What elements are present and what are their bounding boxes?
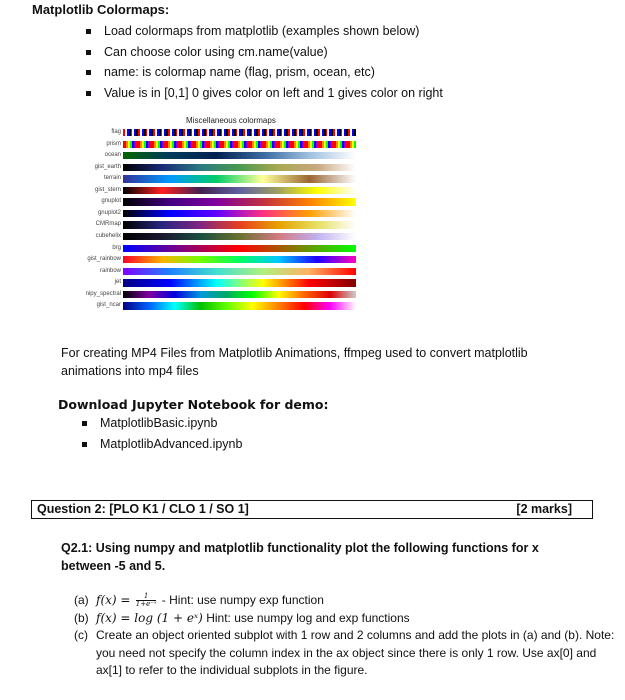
part-label: (a) (74, 593, 89, 607)
part-c (74, 627, 619, 680)
part-c-text: Create an object oriented subplot with 1 row and 2 columns and add the plots in (a) and (b). Note: you need not specify the column index in the ax object since there is only 1 row. Use ax[0] and ax[1] to refer to the individual subplots in the figure. (96, 628, 615, 677)
question-marks: [2 marks] (516, 502, 572, 516)
colormap-bar (123, 187, 356, 194)
colormap-label: flag (111, 129, 121, 135)
colormap-label: brg (112, 244, 121, 251)
colormap-label: rainbow (99, 267, 121, 274)
colormap-label: gnuplot (101, 198, 121, 205)
colormap-bar (123, 129, 356, 136)
section-title: Matplotlib Colormaps: (32, 2, 170, 17)
colormap-figure (84, 112, 374, 312)
colormap-label: CMRmap (95, 221, 121, 228)
part-a-lhs: f(x) = (96, 593, 131, 607)
colormap-bar (123, 245, 356, 252)
part-label: (b) (74, 610, 89, 625)
q21-text: Q2.1: Using numpy and matplotlib functionality plot the following functions for x between -5 and 5. (61, 541, 539, 573)
colormap-label: cubehelix (95, 232, 121, 239)
colormap-label: jet (114, 279, 121, 286)
figure-title: Miscellaneous colormaps (186, 116, 276, 125)
part-label: (c) (74, 628, 88, 642)
colormap-bar (123, 279, 356, 286)
part-a-fraction (136, 593, 157, 608)
part-b-hint: Hint: use numpy log and exp functions (206, 610, 410, 625)
colormap-bar (123, 256, 356, 263)
colormap-label: terrain (103, 175, 121, 182)
colormap-bar (123, 233, 356, 240)
colormap-label: nipy_spectral (85, 290, 121, 297)
question-title: Question 2: [PLO K1 / CLO 1 / SO 1] (37, 502, 249, 516)
colormap-label: gist_ncar (96, 302, 121, 309)
part-b-formula: f(x) = log (1 + eˣ) (96, 610, 203, 625)
fraction-denominator: 1+e⁻ˣ (135, 600, 157, 609)
colormap-label: gist_stern (94, 186, 121, 193)
list-item: Value is in [0,1] 0 gives color on left and 1 gives color on right (84, 83, 443, 104)
colormap-bullet-list (84, 21, 443, 103)
colormap-label: ocean (104, 152, 121, 159)
list-item: Can choose color using cm.name(value) (84, 42, 443, 63)
colormap-bar (123, 141, 356, 148)
question-header-box (31, 500, 593, 519)
part-a-hint: - Hint: use numpy exp function (161, 593, 324, 607)
question-parts (74, 592, 619, 680)
mp4-note: For creating MP4 Files from Matplotlib Animations, ffmpeg used to convert matplotlib animations into mp4 files (61, 346, 528, 378)
list-item: name: is colormap name (flag, prism, ocean, etc) (84, 62, 443, 83)
download-file-list (80, 413, 242, 454)
colormap-bar (123, 291, 356, 298)
download-heading: Download Jupyter Notebook for demo: (58, 397, 329, 412)
list-item: MatplotlibBasic.ipynb (80, 413, 242, 434)
part-b (74, 610, 619, 628)
list-item: Load colormaps from matplotlib (examples shown below) (84, 21, 443, 42)
fraction-numerator: 1 (136, 593, 157, 601)
colormap-bar (123, 268, 356, 275)
colormap-bar (123, 198, 356, 205)
part-a (74, 592, 619, 610)
colormap-label: gist_rainbow (87, 256, 121, 263)
colormap-label: gist_earth (94, 163, 121, 170)
colormap-bar (123, 152, 356, 159)
colormap-bar (123, 164, 356, 171)
colormap-label: prism (106, 140, 121, 147)
colormap-bar (123, 175, 356, 182)
list-item: MatplotlibAdvanced.ipynb (80, 434, 242, 455)
colormap-label: gnuplot2 (97, 209, 121, 216)
colormap-bar (123, 302, 356, 309)
colormap-bar (123, 210, 356, 217)
colormap-bar (123, 221, 356, 228)
